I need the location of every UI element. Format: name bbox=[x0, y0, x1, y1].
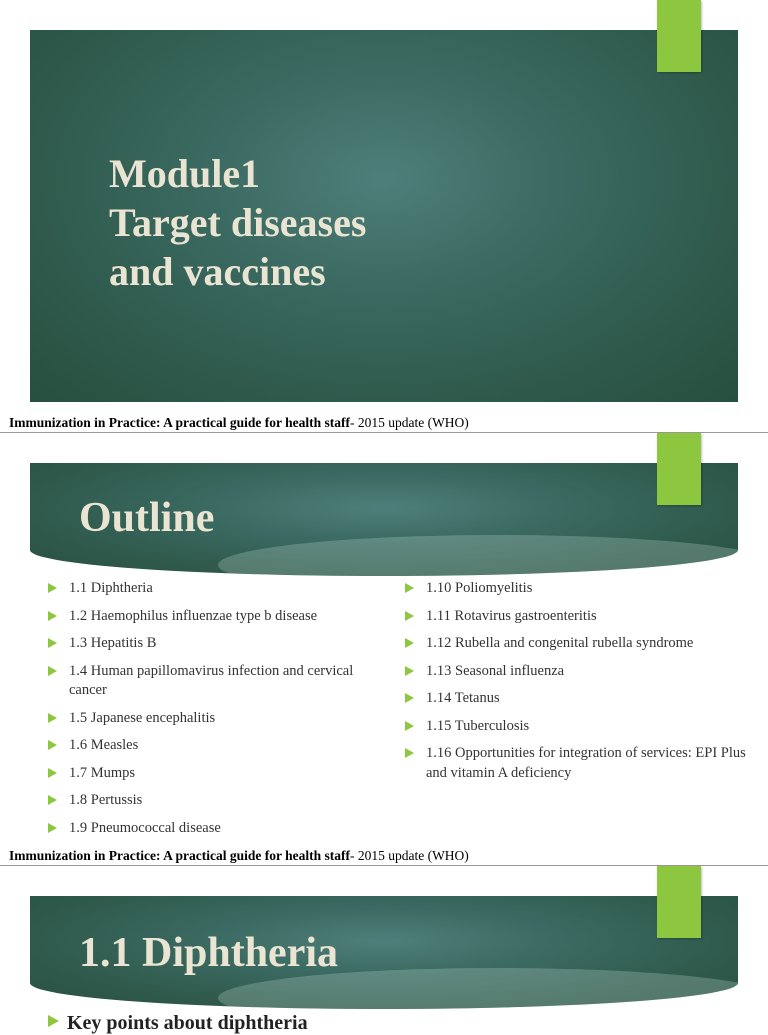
slide1-banner bbox=[30, 30, 738, 402]
list-item: 1.16 Opportunities for integration of services: EPI Plus and vitamin A deficiency bbox=[405, 744, 757, 783]
slide3-banner bbox=[30, 896, 738, 1009]
list-item: 1.15 Tuberculosis bbox=[405, 717, 757, 737]
caption-rest: - 2015 update (WHO) bbox=[349, 848, 469, 863]
list-item: 1.8 Pertussis bbox=[48, 791, 393, 811]
slide-divider bbox=[0, 865, 768, 866]
bullet-arrow-icon bbox=[405, 611, 414, 621]
list-item: 1.2 Haemophilus influenzae type b disease bbox=[48, 607, 393, 627]
slide2-title: Outline bbox=[79, 495, 215, 541]
bullet-arrow-icon bbox=[405, 666, 414, 676]
bullet-arrow-icon bbox=[48, 611, 57, 621]
list-item: 1.5 Japanese encephalitis bbox=[48, 709, 393, 729]
bullet-arrow-icon bbox=[48, 638, 57, 648]
bullet-arrow-icon bbox=[48, 666, 57, 676]
bullet-arrow-icon bbox=[405, 721, 414, 731]
slide1-title-line: Module1 bbox=[109, 151, 261, 196]
bullet-arrow-icon bbox=[48, 1015, 59, 1027]
slide-divider bbox=[0, 432, 768, 433]
slide1-title-line: Target diseases bbox=[109, 199, 367, 245]
slide1-accent-tab bbox=[657, 0, 701, 72]
outline-right-list bbox=[405, 579, 757, 791]
bullet-arrow-icon bbox=[48, 768, 57, 778]
bullet-arrow-icon bbox=[48, 713, 57, 723]
list-item: 1.7 Mumps bbox=[48, 764, 393, 784]
list-item: 1.3 Hepatitis B bbox=[48, 634, 393, 654]
bullet-arrow-icon bbox=[405, 748, 414, 758]
slide3-title: 1.1 Diphtheria bbox=[79, 930, 339, 976]
caption-rest: - 2015 update (WHO) bbox=[349, 415, 469, 430]
slide1-title-line: and vaccines bbox=[109, 248, 326, 294]
outline-left-list bbox=[48, 579, 393, 846]
list-item: 1.14 Tetanus bbox=[405, 689, 757, 709]
slide1-title bbox=[109, 150, 366, 296]
list-item: 1.6 Measles bbox=[48, 736, 393, 756]
list-item: 1.12 Rubella and congenital rubella syndrome bbox=[405, 634, 757, 654]
slide3-accent-tab bbox=[657, 866, 701, 938]
list-item: 1.1 Diphtheria bbox=[48, 579, 393, 599]
bullet-arrow-icon bbox=[405, 693, 414, 703]
bullet-arrow-icon bbox=[48, 740, 57, 750]
caption-bold: Immunization in Practice: A practical guide for health staff bbox=[9, 848, 350, 863]
list-item: 1.10 Poliomyelitis bbox=[405, 579, 757, 599]
bullet-arrow-icon bbox=[405, 583, 414, 593]
slide2-caption bbox=[9, 848, 469, 864]
bullet-arrow-icon bbox=[48, 583, 57, 593]
bullet-arrow-icon bbox=[405, 638, 414, 648]
bullet-arrow-icon bbox=[48, 795, 57, 805]
list-item: 1.11 Rotavirus gastroenteritis bbox=[405, 607, 757, 627]
bullet-arrow-icon bbox=[48, 823, 57, 833]
list-item: 1.9 Pneumococcal disease bbox=[48, 819, 393, 839]
caption-bold: Immunization in Practice: A practical guide for health staff bbox=[9, 415, 350, 430]
slide2-banner bbox=[30, 463, 738, 576]
list-item: 1.13 Seasonal influenza bbox=[405, 662, 757, 682]
slide3-first-bullet: Key points about diphtheria bbox=[48, 1012, 308, 1035]
slide2-accent-tab bbox=[657, 433, 701, 505]
list-item: 1.4 Human papillomavirus infection and cervical cancer bbox=[48, 662, 393, 701]
banner-swoosh bbox=[218, 535, 738, 576]
slide1-caption bbox=[9, 415, 469, 431]
